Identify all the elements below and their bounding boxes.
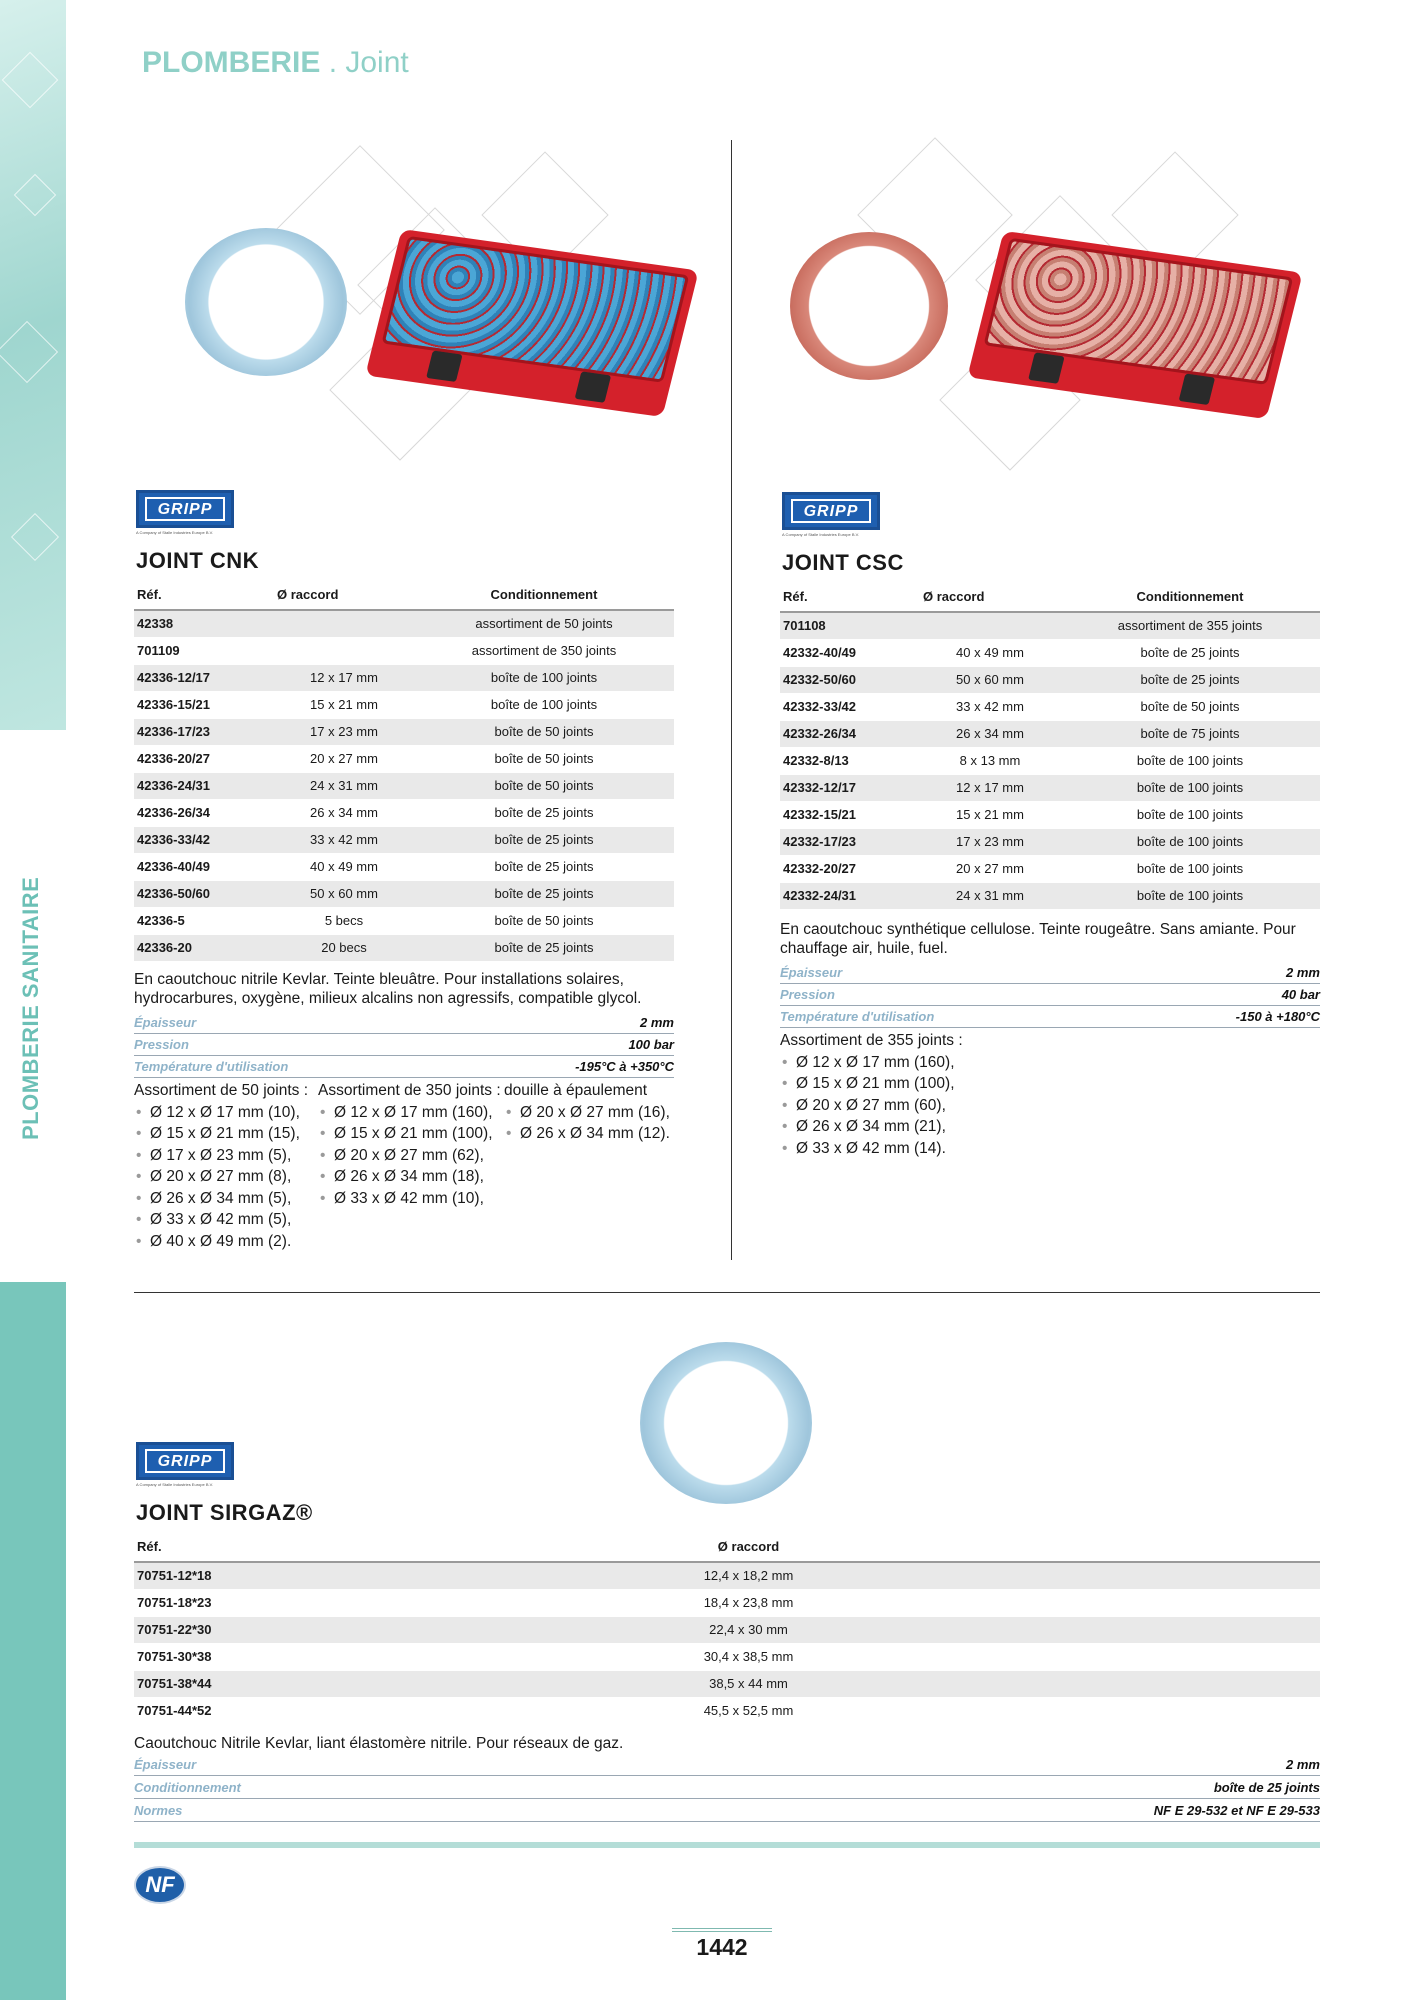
table-row <box>780 612 1320 639</box>
gripp-logo <box>136 1442 234 1480</box>
table-row <box>134 1670 1320 1697</box>
prop-label: Pression <box>134 1037 189 1052</box>
cell-diameter: 5 becs <box>274 907 414 934</box>
col-header-ref: Réf. <box>134 580 274 610</box>
gripp-logo <box>136 490 234 528</box>
cell-packaging: boîte de 25 joints <box>414 880 674 907</box>
box-clip <box>1028 352 1065 383</box>
cell-ref: 42332-33/42 <box>780 693 920 720</box>
csc-assortment-355 <box>780 1030 1040 1159</box>
cell-diameter: 40 x 49 mm <box>920 639 1060 666</box>
cell-diameter: 15 x 21 mm <box>920 801 1060 828</box>
table-row <box>780 828 1320 855</box>
table-row <box>134 1616 1320 1643</box>
cnk-assortment-350 <box>318 1080 503 1209</box>
col-header-packaging: Conditionnement <box>1060 582 1320 612</box>
box-clip <box>1179 373 1216 404</box>
list-item: • Ø 20 x Ø 27 mm (8), <box>134 1166 314 1188</box>
cell-ref: 42336-12/17 <box>134 664 274 691</box>
cell-ref: 42336-26/34 <box>134 799 274 826</box>
sirgaz-description: Caoutchouc Nitrile Kevlar, liant élastomère nitrile. Pour réseaux de gaz. <box>134 1735 624 1752</box>
cell-packaging: boîte de 75 joints <box>1060 720 1320 747</box>
table-row <box>780 801 1320 828</box>
list-item: • Ø 12 x Ø 17 mm (160), <box>318 1102 503 1124</box>
side-band-top <box>0 0 66 730</box>
cell-ref: 42336-5 <box>134 907 274 934</box>
cell-diameter: 17 x 23 mm <box>920 828 1060 855</box>
list-item: • Ø 20 x Ø 27 mm (60), <box>780 1095 1040 1117</box>
cell-diameter: 24 x 31 mm <box>920 882 1060 909</box>
cell-packaging: boîte de 50 joints <box>414 718 674 745</box>
cell-diameter: 45,5 x 52,5 mm <box>434 1697 1320 1724</box>
cell-packaging: boîte de 100 joints <box>414 691 674 718</box>
cell-packaging: boîte de 100 joints <box>1060 882 1320 909</box>
box-clip <box>575 371 612 402</box>
sirgaz-prop-packaging <box>134 1777 1320 1799</box>
list-item: • Ø 17 x Ø 23 mm (5), <box>134 1145 314 1167</box>
cell-packaging: boîte de 100 joints <box>1060 855 1320 882</box>
cell-packaging: boîte de 25 joints <box>414 826 674 853</box>
gripp-logo <box>782 492 880 530</box>
cell-ref: 42336-17/23 <box>134 718 274 745</box>
table-row <box>134 799 674 826</box>
cnk-description: En caoutchouc nitrile Kevlar. Teinte bleuâtre. Pour installations solaires, hydrocarbures, oxygène, milieux alcalins non agressifs, compatible glycol. <box>134 971 642 1007</box>
list-item: • Ø 33 x Ø 42 mm (5), <box>134 1209 314 1231</box>
cnk-prop-temperature <box>134 1056 674 1078</box>
col-header-diameter: Ø raccord <box>920 582 1060 612</box>
list-item: • Ø 20 x Ø 27 mm (16), <box>504 1102 684 1124</box>
table-row <box>780 639 1320 666</box>
prop-value: -150 à +180°C <box>1235 1009 1320 1024</box>
prop-value: -195°C à +350°C <box>575 1059 674 1074</box>
cell-diameter <box>274 637 414 664</box>
table-row <box>134 610 674 637</box>
box-lid <box>983 238 1293 385</box>
assortment-title: douille à épaulement <box>504 1082 648 1099</box>
cell-diameter: 15 x 21 mm <box>274 691 414 718</box>
table-row <box>134 826 674 853</box>
cell-diameter <box>920 612 1060 639</box>
prop-label: Pression <box>780 987 835 1002</box>
cell-ref: 42336-20 <box>134 934 274 961</box>
cell-diameter: 26 x 34 mm <box>920 720 1060 747</box>
section-divider <box>134 1292 1320 1293</box>
cell-diameter: 12 x 17 mm <box>274 664 414 691</box>
sirgaz-prop-thickness <box>134 1754 1320 1776</box>
table-row <box>134 772 674 799</box>
header-category: PLOMBERIE <box>142 46 321 79</box>
table-row <box>780 720 1320 747</box>
list-item: • Ø 12 x Ø 17 mm (10), <box>134 1102 314 1124</box>
list-item: • Ø 33 x Ø 42 mm (10), <box>318 1188 503 1210</box>
cell-diameter: 20 x 27 mm <box>274 745 414 772</box>
cell-diameter: 8 x 13 mm <box>920 747 1060 774</box>
cell-diameter: 50 x 60 mm <box>920 666 1060 693</box>
cell-ref: 42332-24/31 <box>780 882 920 909</box>
cell-diameter: 40 x 49 mm <box>274 853 414 880</box>
table-row <box>780 774 1320 801</box>
table-header-row <box>780 582 1320 612</box>
sirgaz-prop-standards <box>134 1800 1320 1822</box>
cell-diameter: 33 x 42 mm <box>274 826 414 853</box>
sirgaz-table <box>134 1532 1320 1725</box>
cell-packaging: boîte de 100 joints <box>1060 801 1320 828</box>
prop-label: Conditionnement <box>134 1780 241 1795</box>
cell-packaging: boîte de 50 joints <box>414 772 674 799</box>
cell-ref: 42336-40/49 <box>134 853 274 880</box>
cell-packaging: boîte de 25 joints <box>414 853 674 880</box>
cell-diameter: 24 x 31 mm <box>274 772 414 799</box>
cell-packaging: boîte de 50 joints <box>414 745 674 772</box>
list-item: • Ø 15 x Ø 21 mm (100), <box>780 1073 1040 1095</box>
cell-packaging: boîte de 100 joints <box>414 664 674 691</box>
cell-ref: 70751-18*23 <box>134 1589 434 1616</box>
cell-diameter: 12,4 x 18,2 mm <box>434 1562 1320 1589</box>
nf-certification-logo: NF <box>134 1866 186 1904</box>
list-item: • Ø 26 x Ø 34 mm (5), <box>134 1188 314 1210</box>
cell-ref: 701108 <box>780 612 920 639</box>
prop-value: boîte de 25 joints <box>1213 1780 1320 1795</box>
csc-prop-pressure <box>780 984 1320 1006</box>
gripp-logo-subtitle: A Company of Stalle Industries Europe B.V. <box>782 532 860 537</box>
prop-value: 2 mm <box>1286 965 1320 980</box>
table-row <box>134 853 674 880</box>
cell-ref: 42332-17/23 <box>780 828 920 855</box>
list-item: • Ø 20 x Ø 27 mm (62), <box>318 1145 503 1167</box>
table-header-row <box>134 580 674 610</box>
cell-ref: 701109 <box>134 637 274 664</box>
cnk-assortment-shoulder-sleeve <box>504 1080 684 1145</box>
prop-value: NF E 29-532 et NF E 29-533 <box>1153 1803 1320 1818</box>
cell-packaging: boîte de 25 joints <box>414 799 674 826</box>
side-band-bottom <box>0 1282 66 2000</box>
cell-packaging: boîte de 50 joints <box>1060 693 1320 720</box>
col-header-diameter: Ø raccord <box>274 580 414 610</box>
table-row <box>780 882 1320 909</box>
csc-prop-thickness <box>780 962 1320 984</box>
table-row <box>780 693 1320 720</box>
cell-ref: 42336-50/60 <box>134 880 274 907</box>
cell-packaging: boîte de 100 joints <box>1060 747 1320 774</box>
table-row <box>134 664 674 691</box>
prop-label: Normes <box>134 1803 183 1818</box>
cell-diameter: 33 x 42 mm <box>920 693 1060 720</box>
cell-packaging: boîte de 100 joints <box>1060 828 1320 855</box>
list-item: • Ø 15 x Ø 21 mm (15), <box>134 1123 314 1145</box>
cnk-table <box>134 580 674 962</box>
box-clip <box>426 350 463 381</box>
cnk-title: JOINT CNK <box>136 548 260 573</box>
table-row <box>134 880 674 907</box>
cell-ref: 70751-12*18 <box>134 1562 434 1589</box>
cell-packaging: assortiment de 350 joints <box>414 637 674 664</box>
cell-ref: 42338 <box>134 610 274 637</box>
cell-ref: 42336-24/31 <box>134 772 274 799</box>
cell-ref: 42332-40/49 <box>780 639 920 666</box>
csc-description: En caoutchouc synthétique cellulose. Teinte rougeâtre. Sans amiante. Pour chauffage air, huile, fuel. <box>780 921 1296 957</box>
blue-washer-image <box>185 228 347 376</box>
col-header-ref: Réf. <box>780 582 920 612</box>
col-header-ref: Réf. <box>134 1532 434 1562</box>
gripp-logo-subtitle: A Company of Stalle Industries Europe B.V. <box>136 1482 214 1487</box>
cnk-prop-thickness <box>134 1012 674 1034</box>
gripp-logo-text: GRIPP <box>791 499 871 523</box>
list-item: • Ø 12 x Ø 17 mm (160), <box>780 1052 1040 1074</box>
cell-packaging: assortiment de 355 joints <box>1060 612 1320 639</box>
gripp-logo-subtitle: A Company of Stalle Industries Europe B.V. <box>136 530 214 535</box>
table-row <box>134 1562 1320 1589</box>
gripp-logo-text: GRIPP <box>145 497 225 521</box>
assortment-title: Assortiment de 355 joints : <box>780 1032 963 1049</box>
cell-ref: 42332-12/17 <box>780 774 920 801</box>
csc-prop-temperature <box>780 1006 1320 1028</box>
page-number-bar <box>672 1928 772 1932</box>
facet-decor <box>14 174 56 216</box>
cell-packaging: boîte de 25 joints <box>1060 666 1320 693</box>
cnk-prop-pressure <box>134 1034 674 1056</box>
cell-packaging: boîte de 25 joints <box>414 934 674 961</box>
cell-diameter: 20 x 27 mm <box>920 855 1060 882</box>
csc-table <box>780 582 1320 910</box>
list-item: • Ø 26 x Ø 34 mm (21), <box>780 1116 1040 1138</box>
section-side-label: PLOMBERIE SANITAIRE <box>18 876 43 1140</box>
cell-ref: 42332-20/27 <box>780 855 920 882</box>
box-lid <box>381 236 689 383</box>
table-row <box>134 907 674 934</box>
page-number: 1442 <box>696 1934 748 1960</box>
cell-ref: 70751-22*30 <box>134 1616 434 1643</box>
cell-diameter <box>274 610 414 637</box>
facet-decor <box>2 52 59 109</box>
cell-ref: 42332-15/21 <box>780 801 920 828</box>
cell-diameter: 30,4 x 38,5 mm <box>434 1643 1320 1670</box>
table-row <box>780 855 1320 882</box>
table-row <box>134 691 674 718</box>
prop-label: Épaisseur <box>780 965 843 980</box>
cell-diameter: 18,4 x 23,8 mm <box>434 1589 1320 1616</box>
col-header-diameter: Ø raccord <box>434 1532 1320 1562</box>
cell-diameter: 38,5 x 44 mm <box>434 1670 1320 1697</box>
prop-value: 2 mm <box>1286 1757 1320 1772</box>
prop-label: Température d'utilisation <box>134 1059 289 1074</box>
table-header-row <box>134 1532 1320 1562</box>
prop-label: Épaisseur <box>134 1015 197 1030</box>
sirgaz-title: JOINT SIRGAZ® <box>136 1500 313 1525</box>
list-item: • Ø 26 x Ø 34 mm (12). <box>504 1123 684 1145</box>
header-subcategory: . Joint <box>320 46 409 79</box>
list-item: • Ø 26 x Ø 34 mm (18), <box>318 1166 503 1188</box>
sirgaz-washer-image <box>640 1342 812 1504</box>
prop-value: 100 bar <box>628 1037 674 1052</box>
table-row <box>134 637 674 664</box>
table-row <box>134 1589 1320 1616</box>
assortment-title: Assortiment de 350 joints : <box>318 1082 501 1099</box>
col-header-packaging: Conditionnement <box>414 580 674 610</box>
cell-packaging: boîte de 100 joints <box>1060 774 1320 801</box>
gripp-logo-text: GRIPP <box>145 1449 225 1473</box>
cell-diameter: 17 x 23 mm <box>274 718 414 745</box>
prop-value: 40 bar <box>1281 987 1320 1002</box>
list-item: • Ø 15 x Ø 21 mm (100), <box>318 1123 503 1145</box>
cell-ref: 42332-8/13 <box>780 747 920 774</box>
cell-ref: 70751-30*38 <box>134 1643 434 1670</box>
cell-ref: 42332-50/60 <box>780 666 920 693</box>
column-divider <box>731 140 732 1260</box>
cell-diameter: 50 x 60 mm <box>274 880 414 907</box>
table-row <box>134 1643 1320 1670</box>
cell-ref: 70751-38*44 <box>134 1670 434 1697</box>
table-row <box>134 745 674 772</box>
list-item: • Ø 33 x Ø 42 mm (14). <box>780 1138 1040 1160</box>
cell-ref: 42336-15/21 <box>134 691 274 718</box>
page-header <box>142 46 409 80</box>
cell-packaging: boîte de 25 joints <box>1060 639 1320 666</box>
cell-diameter: 20 becs <box>274 934 414 961</box>
prop-label: Épaisseur <box>134 1757 197 1772</box>
table-row <box>780 666 1320 693</box>
cnk-assortment-50 <box>134 1080 314 1252</box>
cell-ref: 42336-33/42 <box>134 826 274 853</box>
assortment-title: Assortiment de 50 joints : <box>134 1082 309 1099</box>
cell-ref: 42332-26/34 <box>780 720 920 747</box>
table-row <box>780 747 1320 774</box>
csc-title: JOINT CSC <box>782 550 904 575</box>
table-row <box>134 1697 1320 1724</box>
cell-ref: 42336-20/27 <box>134 745 274 772</box>
facet-decor <box>0 321 58 383</box>
table-row <box>134 934 674 961</box>
cell-packaging: assortiment de 50 joints <box>414 610 674 637</box>
prop-label: Température d'utilisation <box>780 1009 935 1024</box>
list-item: • Ø 40 x Ø 49 mm (2). <box>134 1231 314 1253</box>
cell-diameter: 22,4 x 30 mm <box>434 1616 1320 1643</box>
cell-ref: 70751-44*52 <box>134 1697 434 1724</box>
facet-decor <box>11 513 59 561</box>
table-row <box>134 718 674 745</box>
cell-diameter: 26 x 34 mm <box>274 799 414 826</box>
prop-value: 2 mm <box>640 1015 674 1030</box>
cell-packaging: boîte de 50 joints <box>414 907 674 934</box>
cell-diameter: 12 x 17 mm <box>920 774 1060 801</box>
red-washer-image <box>790 232 948 380</box>
bottom-rule <box>134 1842 1320 1848</box>
